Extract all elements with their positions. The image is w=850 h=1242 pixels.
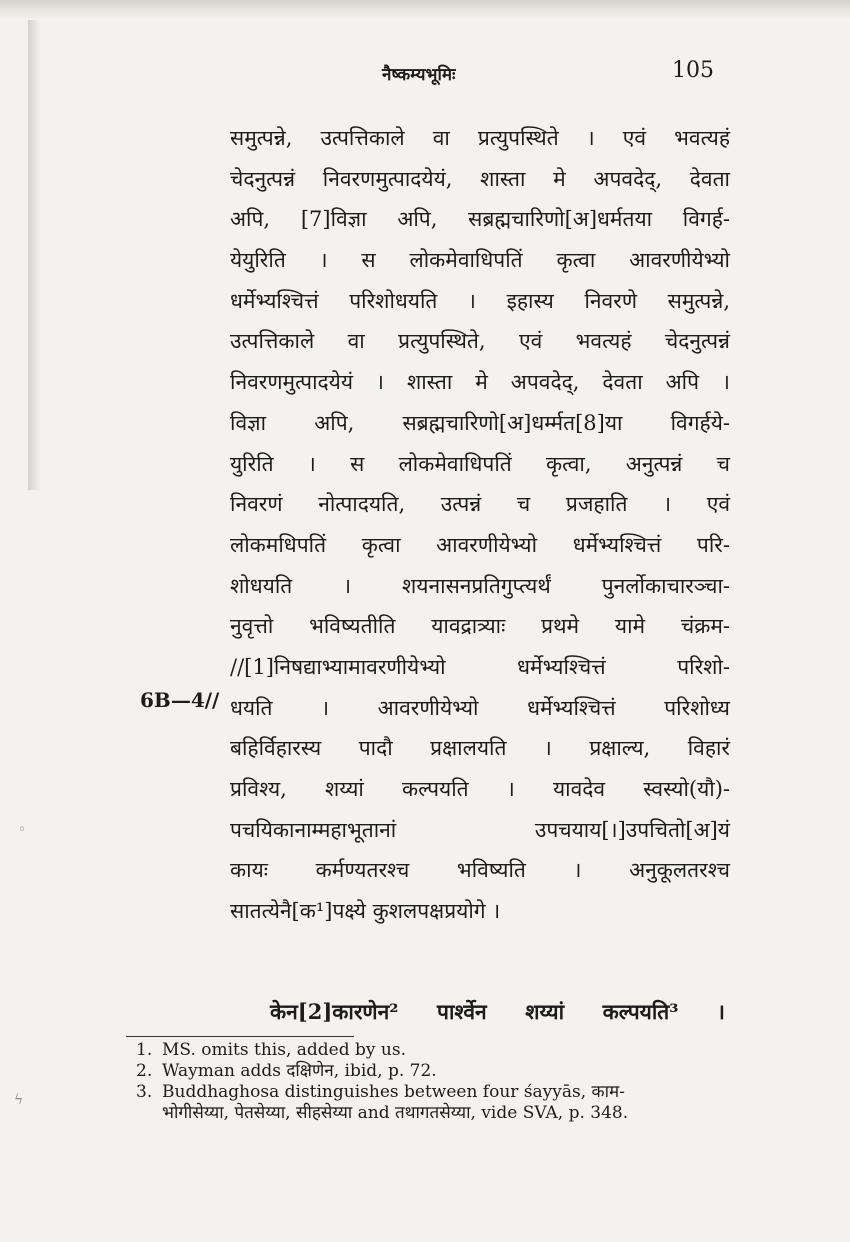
footnote-number: 2. (136, 1061, 153, 1081)
running-header-title: नैष्कम्यभूमिः (382, 65, 456, 85)
text-line: धयति । आवरणीयेभ्यो धर्मेभ्यश्चित्तं परिशोध्य (230, 695, 730, 720)
text-line: सातत्येनै[क¹]पक्ष्ये कुशलपक्षप्रयोगे । (230, 899, 501, 924)
footnotes (136, 1040, 736, 1124)
footnote-text: Buddhaghosa distinguishes between four śayyās, काम- (162, 1082, 625, 1102)
section-heading: केन[2]कारणेन² पार्श्वेन शय्यां कल्पयति³ । (270, 999, 725, 1024)
footnote-continuation: भोगीसेय्या, पेतसेय्या, सीहसेय्या and तथागतसेय्या, vide SVA, p. 348. (162, 1103, 629, 1123)
scan-speck: ◦ (18, 822, 27, 838)
footnote-number: 3. (136, 1082, 153, 1102)
page-top-edge (0, 0, 850, 20)
text-line: नुवृत्तो भविष्यतीति यावद्रात्र्याः प्रथमे यामे चंक्रम- (230, 614, 730, 639)
text-line: लोकमधिपतिं कृत्वा आवरणीयेभ्यो धर्मेभ्यश्चित्तं परि- (230, 532, 730, 557)
text-line: बहिर्विहारस्य पादौ प्रक्षालयति । प्रक्षाल्य, विहारं (230, 736, 730, 761)
text-line: //[1]निषद्याभ्यामावरणीयेभ्यो धर्मेभ्यश्चित्तं परिशो- (230, 654, 730, 679)
binding-shadow (28, 20, 40, 490)
text-line: उत्पत्तिकाले वा प्रत्युपस्थिते, एवं भवत्यहं चेदनुत्पन्नं (230, 329, 730, 354)
body-text (230, 118, 730, 932)
footnote (136, 1061, 736, 1082)
footnote (136, 1040, 736, 1061)
text-line: युरिति । स लोकमेवाधिपतिं कृत्वा, अनुत्पन्नं च (230, 451, 730, 476)
scan-mark: ϟ (14, 1092, 24, 1108)
text-line: कायः कर्मण्यतरश्च भविष्यति । अनुकूलतरश्च (230, 858, 730, 883)
text-line: विज्ञा अपि, सब्रह्मचारिणो[अ]धर्म्मत[8]या विगर्हये- (230, 410, 730, 435)
text-line: शोधयति । शयनासनप्रतिगुप्त्यर्थं पुनर्लोकाचारञ्चा- (230, 573, 730, 598)
page-number: 105 (672, 58, 714, 83)
footnote (136, 1082, 736, 1103)
text-line: प्रविश्य, शय्यां कल्पयति । यावदेव स्वस्यो(यौ)- (230, 777, 730, 801)
text-line: अपि, [7]विज्ञा अपि, सब्रह्मचारिणो[अ]धर्मतया विगर्ह- (230, 207, 730, 232)
text-line: चेदनुत्पन्नं निवरणमुत्पादयेयं, शास्ता मे अपवदेद्, देवता (230, 166, 730, 191)
folio-marker: 6B—4// (140, 688, 220, 712)
text-line: येयुरिति । स लोकमेवाधिपतिं कृत्वा आवरणीयेभ्यो (230, 248, 730, 273)
text-line: निवरणमुत्पादयेयं । शास्ता मे अपवदेद्, देवता अपि । (230, 370, 730, 395)
text-line: समुत्पन्ने, उत्पत्तिकाले वा प्रत्युपस्थिते । एवं भवत्यहं (230, 126, 730, 150)
footnote-divider (126, 1036, 354, 1037)
footnote-number: 1. (136, 1040, 153, 1060)
footnote-text: MS. omits this, added by us. (162, 1040, 406, 1060)
footnote-text: Wayman adds दक्षिणेन, ibid, p. 72. (162, 1061, 437, 1081)
text-line: धर्मेभ्यश्चित्तं परिशोधयति । इहास्य निवरणे समुत्पन्ने, (230, 288, 730, 313)
text-line: निवरणं नोत्पादयति, उत्पन्नं च प्रजहाति । एवं (230, 492, 730, 517)
text-line: पचयिकानाम्महाभूतानां उपचयाय[।]उपचितो[अ]यं (230, 817, 730, 842)
